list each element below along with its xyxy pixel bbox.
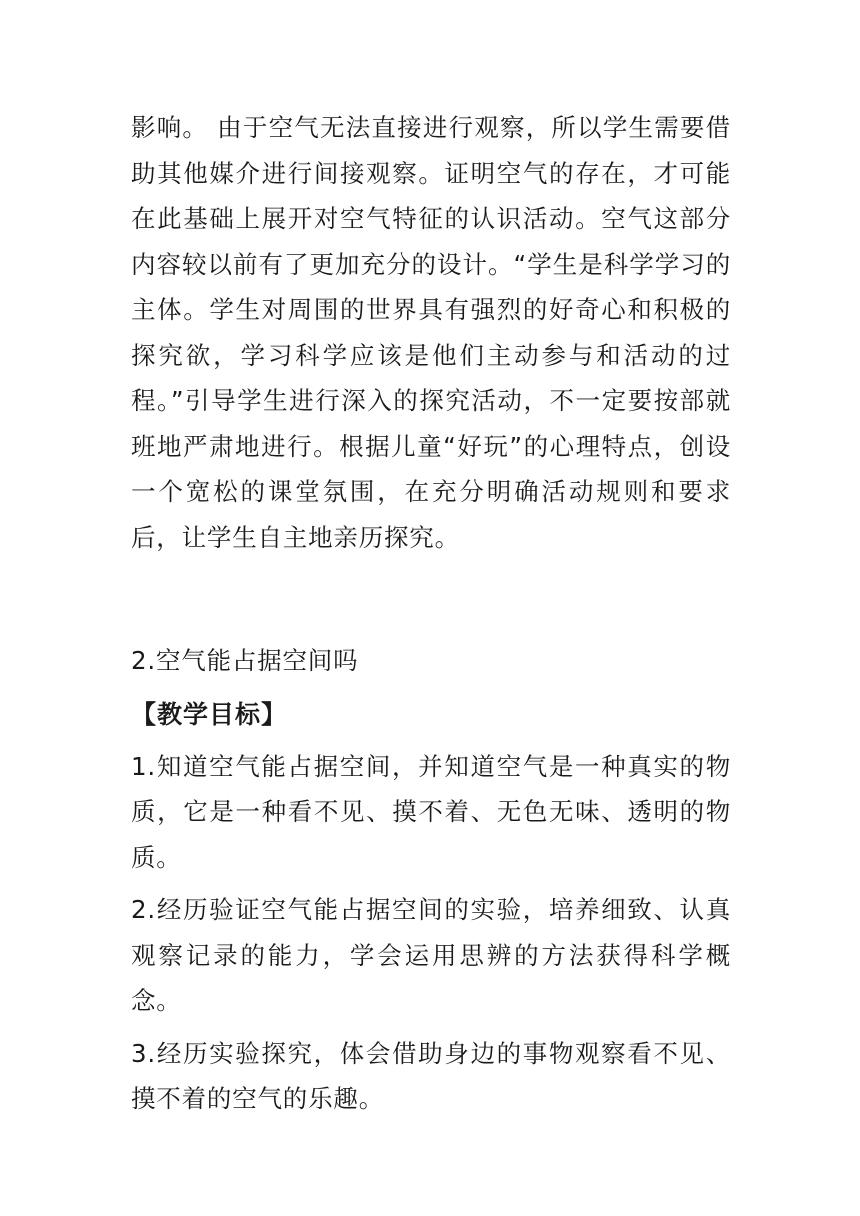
document-page: [131, 105, 731, 1122]
objective-item-3: 3.经历实验探究，体会借助身边的事物观察看不见、摸不着的空气的乐趣。: [131, 1038, 731, 1113]
objectives-label: 【教学目标】: [131, 699, 288, 729]
lesson-title: 2.空气能占据空间吗: [131, 646, 359, 675]
intro-paragraph: 影响。 由于空气无法直接进行观察，所以学生需要借助其他媒介进行间接观察。证明空气的存在，才可能在此基础上展开对空气特征的认识活动。空气这部分内容较以前有了更加充分的设计。“学生是科学学习的主体。学生对周围的世界具有强烈的好奇心和积极的探究欲，学习科学应该是他们主动参与和活动的过程。”引导学生进行深入的探究活动，不一定要按部就班地严肃地进行。根据儿童“好玩”的心理特点，创设一个宽松的课堂氛围，在充分明确活动规则和要求后，让学生自主地亲历探究。: [131, 113, 731, 552]
objective-item-1: 1.知道空气能占据空间，并知道空气是一种真实的物质，它是一种看不见、摸不着、无色无味、透明的物质。: [131, 751, 731, 872]
objective-item-2: 2.经历验证空气能占据空间的实验，培养细致、认真观察记录的能力，学会运用思辨的方法获得科学概念。: [131, 895, 731, 1015]
